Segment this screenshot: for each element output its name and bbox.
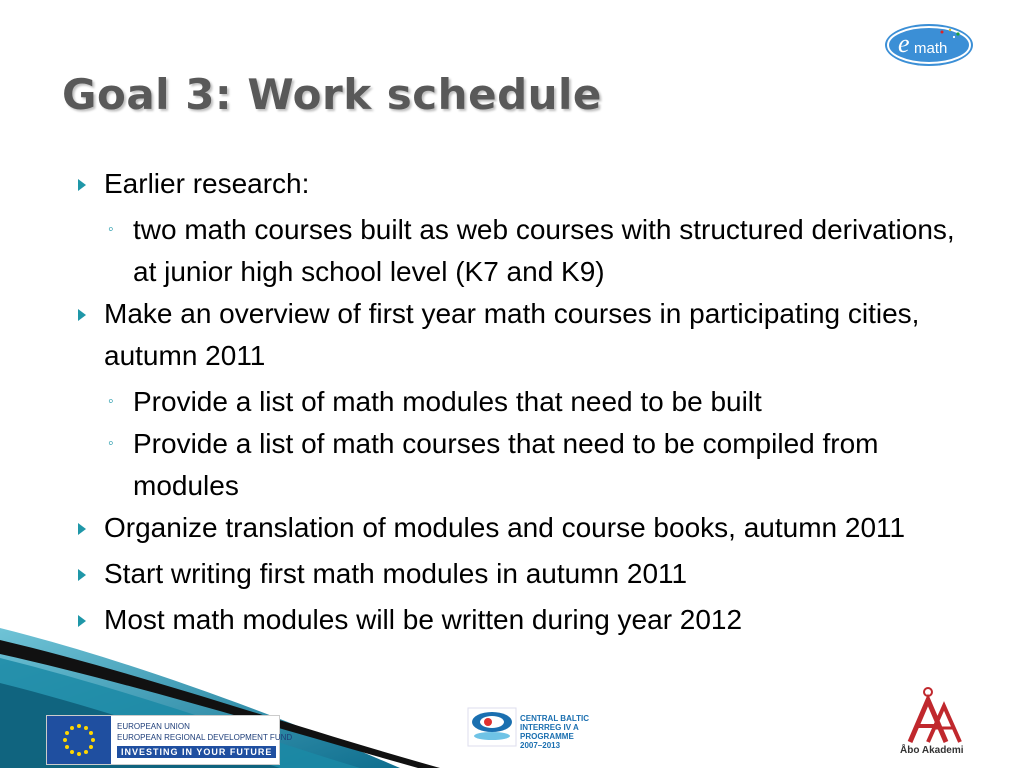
abo-akademi-label: Åbo Akademi <box>900 745 964 756</box>
sub-bullet-item <box>76 381 976 423</box>
arrow-bullet-icon <box>78 309 86 321</box>
sub-bullet-item <box>76 209 976 293</box>
abo-akademi-logo <box>898 686 968 744</box>
cb-line: PROGRAMME <box>520 732 574 741</box>
sub-bullet-text: two math courses built as web courses with structured derivations, at junior high school level (K7 and K9) <box>133 214 955 287</box>
cb-line: CENTRAL BALTIC <box>520 714 590 723</box>
circle-bullet-icon: ◦ <box>108 393 114 410</box>
bullet-item <box>76 553 976 595</box>
central-baltic-logo <box>466 704 518 750</box>
arrow-bullet-icon <box>78 615 86 627</box>
arrow-bullet-icon <box>78 523 86 535</box>
bullet-item <box>76 293 976 377</box>
bullet-text: Make an overview of first year math courses in participating cities, autumn 2011 <box>104 298 920 371</box>
bullet-text: Organize translation of modules and course books, autumn 2011 <box>104 512 906 543</box>
emath-logo-text: math <box>914 40 948 57</box>
cb-line: INTERREG IV A <box>520 723 579 732</box>
eu-fund-label: EUROPEAN REGIONAL DEVELOPMENT FUND <box>117 733 293 742</box>
emath-logo <box>884 22 974 68</box>
sub-bullet-text: Provide a list of math modules that need to be built <box>133 386 762 417</box>
bullet-list <box>76 163 976 645</box>
svg-text:e: e <box>898 29 910 58</box>
eu-funding-logo <box>46 715 293 765</box>
sub-bullet-text: Provide a list of math courses that need to be compiled from modules <box>133 428 879 501</box>
bullet-text: Most math modules will be written during year 2012 <box>104 604 743 635</box>
eu-label: EUROPEAN UNION <box>117 722 190 731</box>
eu-slogan: INVESTING IN YOUR FUTURE <box>117 746 276 758</box>
bullet-text: Start writing first math modules in autumn 2011 <box>104 558 688 589</box>
eu-flag-icon <box>47 716 111 764</box>
bullet-item <box>76 163 976 205</box>
central-baltic-text <box>520 714 600 750</box>
sub-bullet-item <box>76 423 976 507</box>
bullet-text: Earlier research: <box>104 168 310 199</box>
arrow-bullet-icon <box>78 569 86 581</box>
cb-line: 2007–2013 <box>520 741 561 750</box>
bullet-item <box>76 507 976 549</box>
arrow-bullet-icon <box>78 179 86 191</box>
slide-title: Goal 3: Work schedule <box>62 70 602 119</box>
circle-bullet-icon: ◦ <box>108 221 114 238</box>
circle-bullet-icon: ◦ <box>108 435 114 452</box>
